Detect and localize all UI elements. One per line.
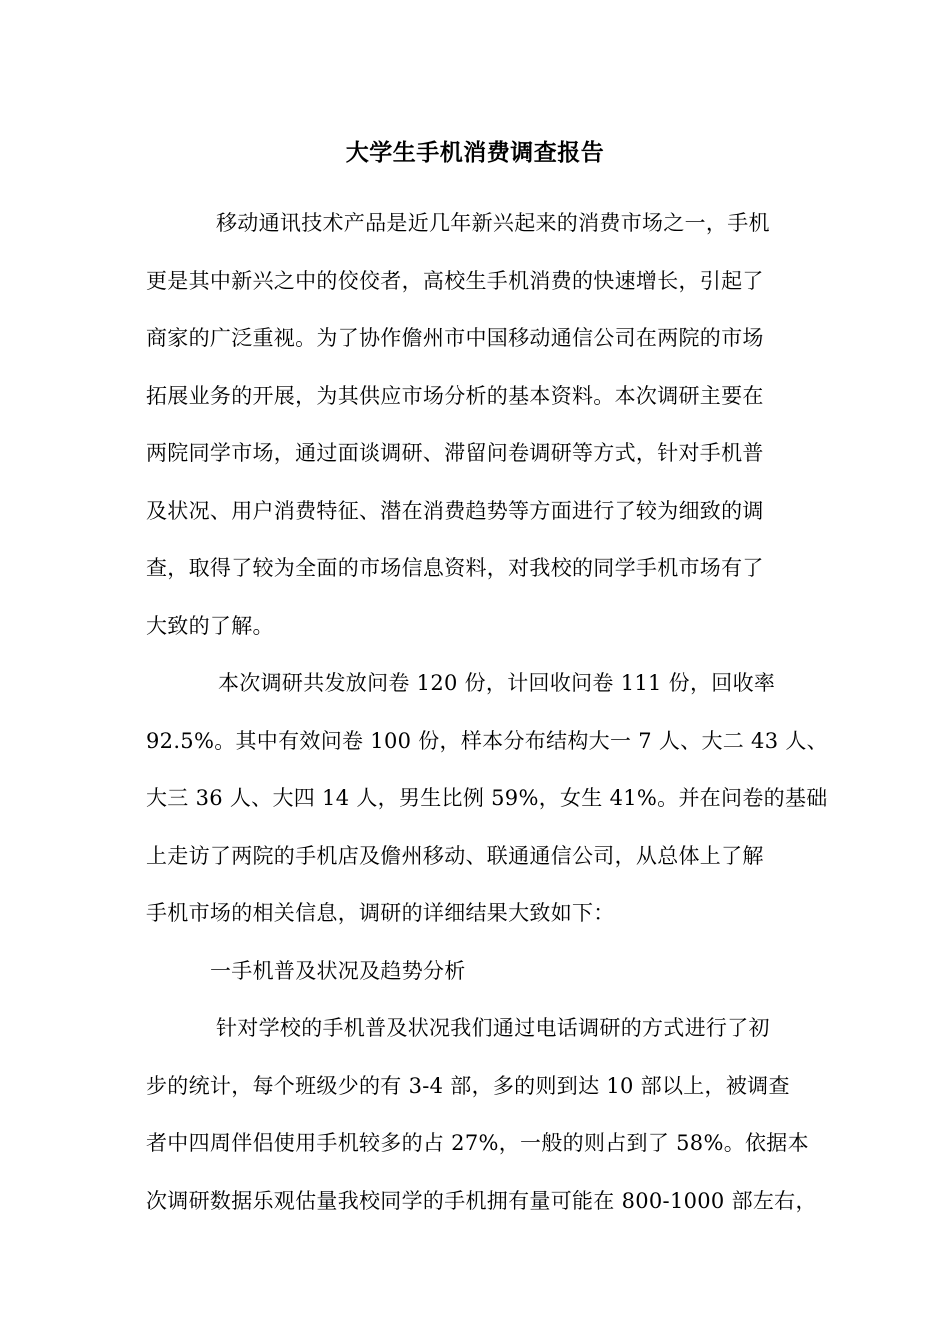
paragraph-line: 本次调研共发放问卷 120 份，计回收问卷 111 份，回收率 (218, 671, 776, 695)
paragraph-line: 移动通讯技术产品是近几年新兴起来的消费市场之一，手机 (216, 211, 770, 235)
document-title: 大学生手机消费调查报告 (345, 139, 605, 166)
paragraph-line: 拓展业务的开展，为其供应市场分析的基本资料。本次调研主要在 (146, 383, 764, 408)
document-body (146, 203, 836, 1238)
paragraph-line: 及状况、用户消费特征、潜在消费趋势等方面进行了较为细致的调 (146, 498, 764, 523)
paragraph-line: 查，取得了较为全面的市场信息资料，对我校的同学手机市场有了 (146, 556, 764, 580)
paragraph-line: 者中四周伴侣使用手机较多的占 27%，一般的则占到了 58%。依据本 (146, 1131, 809, 1155)
paragraph-line: 上走访了两院的手机店及儋州移动、联通通信公司，从总体上了解 (146, 843, 764, 868)
paragraph-line: 手机市场的相关信息，调研的详细结果大致如下： (146, 901, 615, 925)
paragraph-line: 商家的广泛重视。为了协作儋州市中国移动通信公司在两院的市场 (146, 326, 764, 350)
paragraph-line: 步的统计，每个班级少的有 3-4 部，多的则到达 10 部以上，被调查 (146, 1073, 790, 1098)
paragraph-line: 次调研数据乐观估量我校同学的手机拥有量可能在 800-1000 部左右， (146, 1188, 817, 1213)
paragraph-line: 更是其中新兴之中的佼佼者，高校生手机消费的快速增长，引起了 (146, 268, 764, 293)
paragraph-line: 92.5%。其中有效问卷 100 份，样本分布结构大一 7 人、大二 43 人、 (146, 728, 828, 753)
paragraph-line: 大致的了解。 (146, 613, 274, 638)
paragraph-line: 针对学校的手机普及状况我们通过电话调研的方式进行了初 (216, 1016, 770, 1040)
paragraph-line: 两院同学市场，通过面谈调研、滞留问卷调研等方式，针对手机普 (146, 441, 764, 465)
paragraph-line: 大三 36 人、大四 14 人，男生比例 59%，女生 41%。并在问卷的基础 (146, 786, 828, 810)
section-heading: 一手机普及状况及趋势分析 (210, 958, 466, 983)
